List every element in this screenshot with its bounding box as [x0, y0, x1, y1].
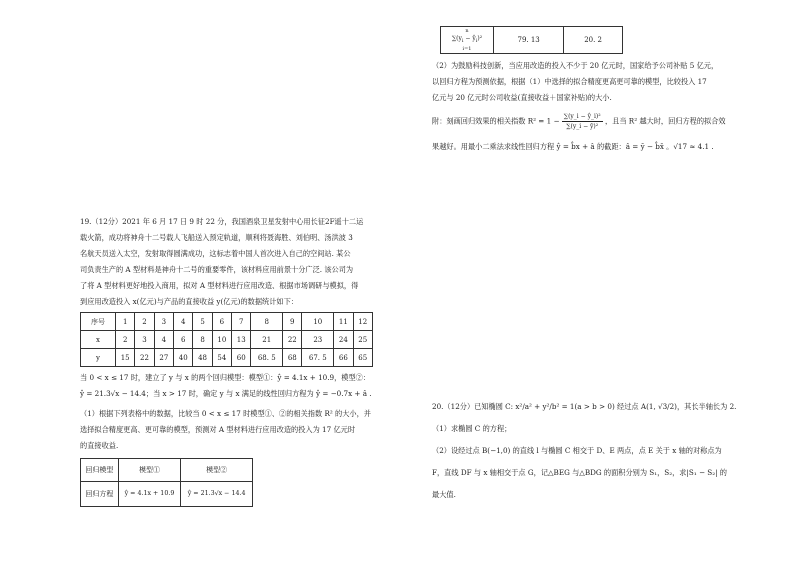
header-cell: 2 — [135, 313, 154, 331]
y-cell: 65 — [353, 349, 373, 367]
model-table-r1: 回归方程 — [81, 482, 119, 507]
header-cell: 9 — [283, 313, 302, 331]
q20-line3: （2）设经过点 B(−1,0) 的直线 l 与椭圆 C 相交于 D、E 两点，点 E 关于 x 轴的对称点为 — [432, 446, 722, 455]
model-table-h2: 模型① — [118, 459, 181, 482]
q20-line2: （1）求椭圆 C 的方程； — [432, 424, 512, 433]
model-table-h3: 模型② — [181, 459, 253, 482]
model-table-h1: 回归模型 — [81, 459, 119, 482]
q20-line5: 最大值. — [432, 490, 456, 499]
q19-p1c: 的直接收益. — [80, 441, 119, 450]
y-cell: 22 — [135, 349, 154, 367]
x-cell: 10 — [212, 331, 231, 349]
x-cell: 24 — [334, 331, 353, 349]
x-cell: 2 — [116, 331, 135, 349]
header-cell: 12 — [353, 313, 373, 331]
y-cell: 54 — [212, 349, 231, 367]
left-column — [80, 214, 380, 507]
y-cell: 60 — [232, 349, 251, 367]
y-cell: 27 — [154, 349, 173, 367]
data-table-x-row — [81, 331, 373, 349]
residual-val-2: 20. 2 — [564, 27, 623, 54]
y-cell: 68 — [283, 349, 302, 367]
q19-after1: 当 0 < x ≤ 17 时，建立了 y 与 x 的两个回归模型：模型①：ŷ = 4.1x + 10.9，模型②： — [80, 373, 371, 382]
model-table-r2: ŷ = 4.1x + 10.9 — [118, 482, 181, 507]
x-cell: 13 — [232, 331, 251, 349]
header-cell: 4 — [174, 313, 193, 331]
header-cell: 11 — [334, 313, 353, 331]
x-cell: 23 — [302, 331, 334, 349]
q20-line4: F，直线 DF 与 x 轴相交于点 G，记△BEG 与△BDG 的面积分别为 S₁，S₂，求|S₁ − S₂| 的 — [432, 468, 727, 477]
residual-val-1: 79. 13 — [494, 27, 564, 54]
q19-text6: 到应用改造投入 x(亿元)与产品的直接收益 y(亿元)的数据统计如下： — [80, 297, 298, 306]
q19-text3: 名航天员送入太空，发射取得圆满成功，这标志着中国人首次进入自己的空间站. 某公 — [80, 249, 351, 258]
header-cell: 10 — [302, 313, 334, 331]
x-cell: 21 — [251, 331, 283, 349]
q19-note: 附：刻画回归效果的相关指数 R² = 1 − $\frac{\text{∑(y\_i − ŷ\_i)²}}{\text{∑(y\_i − ȳ)²}}$ ，且当 R² 越大时，回归方程的拟合效 — [432, 113, 726, 131]
q19-text1: 19.（12分）2021 年 6 月 17 日 9 时 22 分，我国酒泉卫星发射中心用长征2F遥十二运 — [80, 217, 364, 226]
q19-part2-line3: 亿元与 20 亿元时公司收益(直接收益＋国家补贴)的大小. — [432, 93, 612, 103]
residual-table — [440, 26, 623, 54]
r2-fraction: $\frac{\text{∑(y\_i − ŷ\_i)²}}{\text{∑(y\_i − ȳ)²}}$ — [563, 113, 601, 131]
y-cell: 67. 5 — [302, 349, 334, 367]
header-cell: 5 — [193, 313, 212, 331]
y-cell: 48 — [193, 349, 212, 367]
y-cell: 40 — [174, 349, 193, 367]
q19-part2-line2: 以回归方程为预测依据，根据（1）中选择的拟合精度更高更可靠的模型，比较投入 17 — [432, 77, 707, 87]
residual-sum-label: n $\sum(y_i$ − $ŷ_i)^2$ i=1 — [441, 27, 494, 54]
q19-note-line5: 果越好。用最小二乘法求线性回归方程 ŷ = b̂x + â 的截距：â = ȳ − b̂x̄ 。√17 ≈ 4.1 . — [432, 142, 714, 152]
data-table — [80, 312, 373, 367]
y-cell: 15 — [116, 349, 135, 367]
header-cell: 8 — [251, 313, 283, 331]
model-table — [80, 458, 253, 507]
x-cell: 8 — [193, 331, 212, 349]
q19-text5: 了将 A 型材料更好地投入商用，拟对 A 型材料进行应用改造、根据市场调研与模拟，得 — [80, 281, 359, 290]
q19-text2: 载火箭，成功将神舟十二号载人飞船送入预定轨道，顺利将聂海胜、刘伯明、汤洪波 3 — [80, 233, 353, 242]
q20-line1: 20.（12分）已知椭圆 C: x²/a² + y²/b² = 1(a > b > 0) 经过点 A(1, √3/2)，其长半轴长为 2. — [432, 402, 737, 411]
q19-part2-line1: （2）为鼓励科技创新，当应用改造的投入不少于 20 亿元时，国家给予公司补贴 5 亿元， — [432, 61, 719, 71]
q19-text4: 司负责生产的 A 型材料是神舟十二号的重要零件，该材料应用前景十分广泛. 该公司为 — [80, 265, 354, 274]
model-table-r3: ŷ = 21.3√x − 14.4 — [181, 482, 253, 507]
header-cell: 3 — [154, 313, 173, 331]
header-cell: 1 — [116, 313, 135, 331]
x-cell: 6 — [174, 331, 193, 349]
y-cell: 66 — [334, 349, 353, 367]
right-column — [432, 26, 762, 499]
x-cell: 22 — [283, 331, 302, 349]
x-cell: 25 — [353, 331, 373, 349]
q19-p1a: （1）根据下列表格中的数据，比较当 0 < x ≤ 17 时模型①、②的相关指数 R² 的大小，并 — [80, 409, 371, 418]
x-cell: 3 — [135, 331, 154, 349]
y-cell: y — [81, 349, 116, 367]
x-cell: x — [81, 331, 116, 349]
header-cell: 7 — [232, 313, 251, 331]
header-cell: 序号 — [81, 313, 116, 331]
q19-p1b: 选择拟合精度更高、更可靠的模型，预测对 A 型材料进行应用改造的投入为 17 亿元时 — [80, 425, 356, 434]
x-cell: 4 — [154, 331, 173, 349]
data-table-y-row — [81, 349, 373, 367]
q19-after2: ŷ = 21.3√x − 14.4；当 x > 17 时，确定 y 与 x 满足的线性回归方程为 ŷ = −0.7x + â . — [80, 389, 372, 398]
header-cell: 6 — [212, 313, 231, 331]
y-cell: 68. 5 — [251, 349, 283, 367]
q20-block — [432, 396, 772, 506]
data-table-header-row — [81, 313, 373, 331]
